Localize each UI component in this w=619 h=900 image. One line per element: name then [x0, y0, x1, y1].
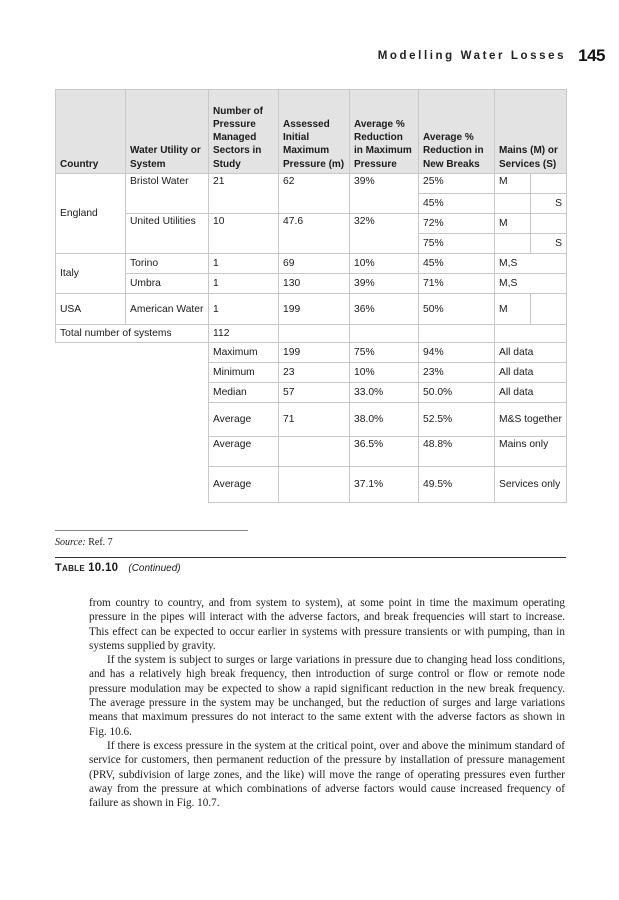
type-cell: M	[495, 294, 531, 325]
reduction-breaks-cell: 72%	[419, 214, 495, 234]
type-cell: M,S	[495, 274, 567, 294]
water-losses-table	[55, 89, 567, 503]
caption-label: Table	[55, 562, 85, 574]
summary-reduction-breaks: 52.5%	[419, 403, 495, 437]
system-cell: Umbra	[126, 274, 209, 294]
empty-cell	[495, 325, 567, 343]
type-cell: S	[531, 194, 567, 214]
table-row	[56, 214, 567, 234]
table-row	[56, 254, 567, 274]
sectors-cell: 1	[209, 274, 279, 294]
empty-cell	[56, 383, 209, 403]
source-divider	[55, 530, 248, 531]
reduction-max-cell: 10%	[350, 254, 419, 274]
reduction-breaks-cell: 50%	[419, 294, 495, 325]
summary-row	[56, 363, 567, 383]
summary-reduction-breaks: 49.5%	[419, 467, 495, 503]
page-number: 145	[578, 46, 605, 65]
empty-cell	[56, 467, 209, 503]
table-row	[56, 274, 567, 294]
col-header-initial-pressure: Assessed Initial Maximum Pressure (m)	[279, 90, 350, 174]
reduction-breaks-cell: 75%	[419, 234, 495, 254]
summary-row	[56, 467, 567, 503]
total-value: 112	[209, 325, 279, 343]
caption-divider	[55, 557, 566, 558]
summary-reduction-max: 36.5%	[350, 437, 419, 467]
summary-type: All data	[495, 343, 567, 363]
reduction-breaks-cell: 25%	[419, 174, 495, 194]
sectors-cell: 1	[209, 254, 279, 274]
summary-reduction-breaks: 23%	[419, 363, 495, 383]
type-cell: M,S	[495, 254, 567, 274]
initial-pressure-cell: 199	[279, 294, 350, 325]
summary-initial: 199	[279, 343, 350, 363]
col-header-system: Water Utility or System	[126, 90, 209, 174]
initial-pressure-cell: 62	[279, 174, 350, 214]
reduction-max-cell: 36%	[350, 294, 419, 325]
table-row-total	[56, 325, 567, 343]
system-cell: Torino	[126, 254, 209, 274]
country-cell: Italy	[56, 254, 126, 294]
summary-type: Mains only	[495, 437, 567, 467]
system-cell: American Water	[126, 294, 209, 325]
summary-reduction-max: 75%	[350, 343, 419, 363]
summary-type: M&S together	[495, 403, 567, 437]
col-header-reduction-max: Average % Reduction in Maximum Pressure	[350, 90, 419, 174]
system-cell: United Utilities	[126, 214, 209, 254]
table-header-row	[56, 90, 567, 174]
summary-initial	[279, 437, 350, 467]
body-paragraph: from country to country, and from system to system), at some point in time the maximum operating pressure in the pipes will interact with the adverse factors, and break frequencies will start to increase. This effect can be expected to occur earlier in systems with pressure transients or with pumping, than in systems supplied by gravity.	[89, 597, 565, 652]
summary-initial: 23	[279, 363, 350, 383]
caption-note: (Continued)	[128, 563, 181, 574]
summary-initial	[279, 467, 350, 503]
summary-row	[56, 383, 567, 403]
country-cell: England	[56, 174, 126, 254]
empty-cell	[279, 325, 350, 343]
summary-initial: 71	[279, 403, 350, 437]
summary-type: Services only	[495, 467, 567, 503]
summary-label: Average	[209, 437, 279, 467]
empty-cell	[56, 343, 209, 363]
empty-cell	[419, 325, 495, 343]
summary-label: Minimum	[209, 363, 279, 383]
reduction-max-cell: 32%	[350, 214, 419, 254]
summary-type: All data	[495, 363, 567, 383]
empty-cell	[531, 214, 567, 234]
summary-label: Median	[209, 383, 279, 403]
initial-pressure-cell: 47.6	[279, 214, 350, 254]
col-header-country: Country	[56, 90, 126, 174]
table-row	[56, 174, 567, 194]
empty-cell	[56, 403, 209, 437]
summary-row	[56, 437, 567, 467]
running-title: Modelling Water Losses	[377, 50, 567, 62]
summary-label: Average	[209, 467, 279, 503]
total-label: Total number of systems	[56, 325, 209, 343]
type-cell: M	[495, 214, 531, 234]
reduction-breaks-cell: 45%	[419, 194, 495, 214]
country-cell: USA	[56, 294, 126, 325]
table-row	[56, 294, 567, 325]
summary-reduction-max: 33.0%	[350, 383, 419, 403]
empty-cell	[495, 234, 531, 254]
sectors-cell: 1	[209, 294, 279, 325]
reduction-breaks-cell: 71%	[419, 274, 495, 294]
table-caption	[55, 562, 181, 574]
reduction-breaks-cell: 45%	[419, 254, 495, 274]
table-source	[55, 537, 113, 548]
caption-number: 10.10	[88, 562, 119, 574]
reduction-max-cell: 39%	[350, 174, 419, 214]
empty-cell	[531, 174, 567, 194]
empty-cell	[350, 325, 419, 343]
empty-cell	[56, 437, 209, 467]
summary-reduction-breaks: 94%	[419, 343, 495, 363]
summary-reduction-max: 38.0%	[350, 403, 419, 437]
type-cell: M	[495, 174, 531, 194]
empty-cell	[495, 194, 531, 214]
initial-pressure-cell: 69	[279, 254, 350, 274]
running-header	[45, 46, 605, 66]
empty-cell	[56, 363, 209, 383]
system-cell: Bristol Water	[126, 174, 209, 214]
summary-reduction-max: 10%	[350, 363, 419, 383]
sectors-cell: 10	[209, 214, 279, 254]
reduction-max-cell: 39%	[350, 274, 419, 294]
summary-reduction-max: 37.1%	[350, 467, 419, 503]
body-paragraph: If there is excess pressure in the system at the critical point, over and above the minimum standard of service for customers, then permanent reduction of the pressure by installation of pressure management (PRV, subdivision of large zones, and the like) will move the range of operating pressures even further away from the pressure at which combinations of adverse factors would cause increased frequency of failure as shown in Fig. 10.7.	[89, 739, 565, 810]
sectors-cell: 21	[209, 174, 279, 214]
source-text: Ref. 7	[88, 537, 113, 548]
type-cell: S	[531, 234, 567, 254]
col-header-reduction-breaks: Average % Reduction in New Breaks	[419, 90, 495, 174]
body-paragraph: If the system is subject to surges or large variations in pressure due to changing head loss conditions, and has a relatively high break frequency, then introduction of surge control or flow or remote node pressure modulation may be expected to show a rapid significant reduction in the new break frequency. The average pressure in the system may be unchanged, but the reduction of surges and large variations means that maximum pressures do not interact to the same extent with the adverse factors as shown in Fig. 10.6.	[89, 654, 565, 738]
body-text	[89, 596, 565, 810]
summary-initial: 57	[279, 383, 350, 403]
summary-reduction-breaks: 50.0%	[419, 383, 495, 403]
empty-cell	[531, 294, 567, 325]
summary-label: Average	[209, 403, 279, 437]
source-label: Source:	[55, 537, 86, 548]
initial-pressure-cell: 130	[279, 274, 350, 294]
col-header-mains-services: Mains (M) or Services (S)	[495, 90, 567, 174]
summary-row	[56, 343, 567, 363]
summary-row	[56, 403, 567, 437]
summary-type: All data	[495, 383, 567, 403]
summary-label: Maximum	[209, 343, 279, 363]
col-header-sectors: Number of Pressure Managed Sectors in Study	[209, 90, 279, 174]
summary-reduction-breaks: 48.8%	[419, 437, 495, 467]
